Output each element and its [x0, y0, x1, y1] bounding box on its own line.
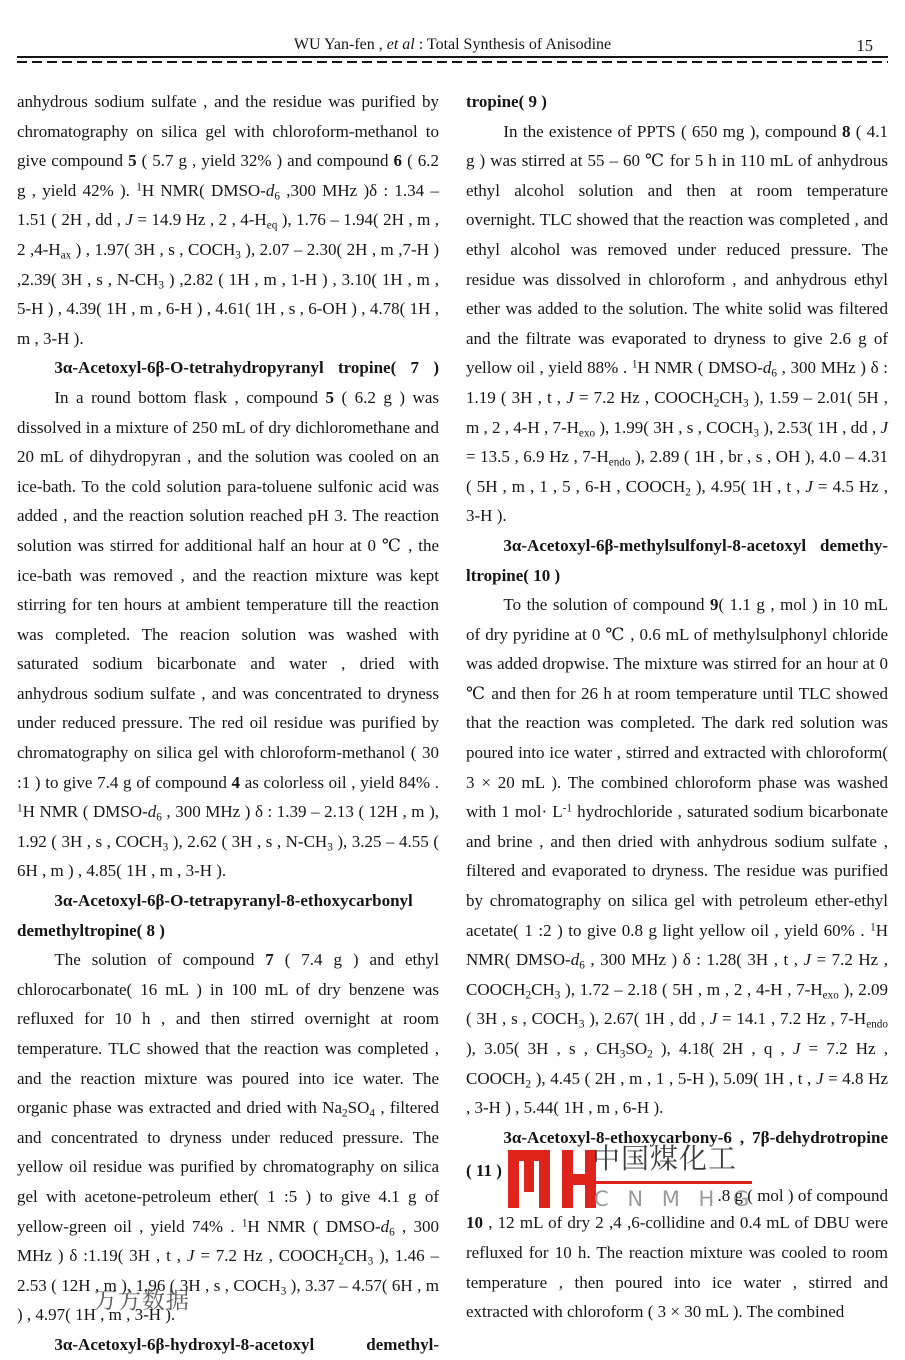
left-column [17, 87, 439, 1360]
paragraph-compound-8: The solution of compound 7 ( 7.4 g ) and ethyl chlorocarbonate( 16 mL ) in 100 mL of dry benzene was refluxed for 10 h , and then stirred overnight at room temperature. TLC showed that the reaction was completed , and the reaction mixture was poured into ice water. The organic phase was extracted and dried with Na2SO4 , filtered and concentrated to dryness under reduced pressure. The yellow oil residue was purified by chromatography on silica gel with acetone-petroleum ether( 1 :5 ) to give 4.1 g of yellow-green oil , yield 74% . $^1$H NMR ( DMSO-d6 , 300 MHz ) δ :1.19( 3H , t , J = 7.2 Hz , COOCH2CH3 ), 1.46 – 2.53 ( 12H , m ), 1.96 ( 3H , s , COCH3 ), 3.37 – 4.57( 6H , m ) , 4.97( 1H , m , 3-H ). [17, 950, 440, 1325]
running-header [17, 36, 888, 54]
wanfang-watermark: 万方数据 [94, 1288, 190, 1314]
heading-compound-11-line2: ( 11 ) [466, 1161, 502, 1181]
header-rule-solid [17, 56, 888, 58]
header-rule-dashed [17, 61, 888, 63]
heading-compound-10-line1: 3α-Acetoxyl-6β-methylsulfonyl-8-acetoxyl demethy- [503, 535, 888, 555]
header-title: : Total Synthesis of Anisodine [414, 36, 612, 53]
heading-compound-8-line1: 3α-Acetoxyl-6β-O-tetrapyranyl-8-ethoxycarbonyl [54, 891, 413, 911]
heading-compound-9-continued: tropine( 9 ) [466, 92, 547, 111]
paragraph-compound-10: To the solution of compound 9( 1.1 g , mol ) in 10 mL of dry pyridine at 0 ℃ , 0.6 mL of methylsulphonyl chloride was added dropwise. The mixture was stirred for an hour at 0 ℃ and then for 26 h at room temperature until TLC showed that the reaction was completed. The dark red solution was poured into ice water , stirred and extracted with chloroform( 3 × 20 mL ). The combined chloroform phase was washed with 1 $mol\cdot L^{-1}$ hydrochloride , saturated sodium bicarbonate and brine , and then dried with anhydrous sodium sulfate , filtered and evaporated to dryness. The residue was purified by chromatography on silica gel with petroleum ether-ethyl acetate( 1 :2 ) to give 0.8 g light yellow oil , yield 60% . $^1$H NMR( DMSO-d6 , 300 MHz ) δ : 1.28( 3H , t , J = 7.2 Hz , COOCH2CH3 ), 1.72 – 2.18 ( 5H , m , 2 , 4-H , 7-Hexo ), 2.09 ( 3H , s , COCH3 ), 2.67( 1H , dd , J = 14.1 , 7.2 Hz , 7-Hendo ), 3.05( 3H , s , CH3SO2 ), 4.18( 2H , q , J = 7.2 Hz , COOCH2 ), 4.45 ( 2H , m , 1 , 5-H ), 5.09( 1H , t , J = 4.8 Hz , 3-H ) , 5.44( 1H , m , 6-H ). [466, 595, 888, 1118]
right-column [466, 87, 888, 1360]
heading-compound-9-part1: 3α-Acetoxyl-6β-hydroxyl-8-acetoxyl [54, 1334, 315, 1354]
compound-11-logo-block [466, 1142, 888, 1212]
two-column-body [17, 87, 888, 1360]
heading-compound-10-line2: ltropine( 10 ) [466, 565, 561, 585]
heading-compound-11-line1: 3α-Acetoxyl-8-ethoxycarbony-6 , 7β-dehydrotropine [503, 1127, 888, 1147]
paragraph-compound-9: In the existence of PPTS ( 650 mg ), compound 8 ( 4.1 g ) was stirred at 55 – 60 ℃ for 5 h in 110 mL of anhydrous ethyl alcohol solution and then at room temperature overnight. TLC showed that the reaction was completed , and ethyl alcohol was removed under reduced pressure. The residue was dissolved in chloroform , and anhydrous ethyl ether was added to the solution. The white solid was filtered and the filtrate was evaporated to dryness to give 2.6 g of yellow oil , yield 88% . $^1$H NMR ( DMSO-d6 , 300 MHz ) δ : 1.19 ( 3H , t , J = 7.2 Hz , COOCH2CH3 ), 1.59 – 2.01( 5H , m , 2 , 4-H , 7-Hexo ), 1.99( 3H , s , COCH3 ), 2.53( 1H , dd , J = 13.5 , 6.9 Hz , 7-Hendo ), 2.89 ( 1H , br , s , OH ), 4.0 – 4.31 ( 5H , m , 1 , 5 , 6-H , COOCH2 ), 4.95( 1H , t , J = 4.5 Hz , 3-H ). [466, 121, 889, 526]
header-et-al: et al [386, 36, 415, 53]
header-rule [17, 56, 888, 63]
heading-compound-9-part2: demethyl- [366, 1334, 439, 1354]
heading-compound-8-line2: demethyltropine( 8 ) [17, 920, 165, 940]
paragraph-compound-5-6: anhydrous sodium sulfate , and the residue was purified by chromatography on silica gel with chloroform-methanol to give compound 5 ( 5.7 g , yield 32% ) and compound 6 ( 6.2 g , yield 42% ). $^1$H NMR( DMSO-d6 ,300 MHz )δ : 1.34 – 1.51 ( 2H , dd , J = 14.9 Hz , 2 , 4-Heq ), 1.76 – 1.94( 2H , m , 2 ,4-Hax ) , 1.97( 3H , s , COCH3 ), 2.07 – 2.30( 2H , m ,7-H ) ,2.39( 3H , s , N-CH3 ) ,2.82 ( 1H , m , 1-H ) , 3.10( 1H , m , 5-H ) , 4.39( 1H , m , 6-H ) , 4.61( 1H , s , 6-OH ) , 4.78( 1H , m , 3-H ). [17, 92, 439, 348]
heading-compound-7: 3α-Acetoxyl-6β-O-tetrahydropyranyl tropine( 7 ) [54, 358, 439, 378]
header-authors: WU Yan-fen , [293, 36, 387, 53]
page-number: 15 [856, 36, 873, 55]
coal-chem-logo-icon [508, 1150, 596, 1208]
heading-compound-9-line1 [17, 1330, 439, 1360]
paragraph-compound-11: 10 , 12 mL of dry 2 ,4 ,6-collidine and 0.4 mL of DBU were refluxed for 10 h. The reaction mixture was cooled to room temperature , then poured into ice water , stirred and extracted with chloroform ( 3 × 30 mL ). The combined [466, 1213, 888, 1322]
coal-chem-logo-cn-text: 中国煤化工 [592, 1142, 738, 1176]
coal-chem-logo-en-text: C N M H G [594, 1187, 756, 1212]
paragraph-compound-7: In a round bottom flask , compound 5 ( 6.2 g ) was dissolved in a mixture of 250 mL of dry dichloromethane and 20 mL of dihydropyran , and the solution was cooled on an ice-bath. To the cold solution para-toluene sulfonic acid was added , and the reaction solution reached pH 3. The reaction solution was stirred for additional half an hour at 0 ℃ , the ice-bath was removed , and the reaction mixture was kept stirring for ten hours at ambient temperature till the reaction was completed. The reacion solution was washed with saturated sodium bicarbonate and water , dried with anhydrous sodium sulfate , and was concentrated to dryness under reduced pressure. The red oil residue was purified by chromatography on silica gel with chloroform-methanol ( 30 :1 ) to give 7.4 g of compound 4 as colorless oil , yield 84% . $^1$H NMR ( DMSO-d6 , 300 MHz ) δ : 1.39 – 2.13 ( 12H , m ), 1.92 ( 3H , s , COCH3 ), 2.62 ( 3H , s , N-CH3 ), 3.25 – 4.55 ( 6H , m ) , 4.85( 1H , m , 3-H ). [17, 387, 439, 881]
paragraph-compound-11-fragment: .8 g ( mol ) of compound [717, 1186, 888, 1206]
